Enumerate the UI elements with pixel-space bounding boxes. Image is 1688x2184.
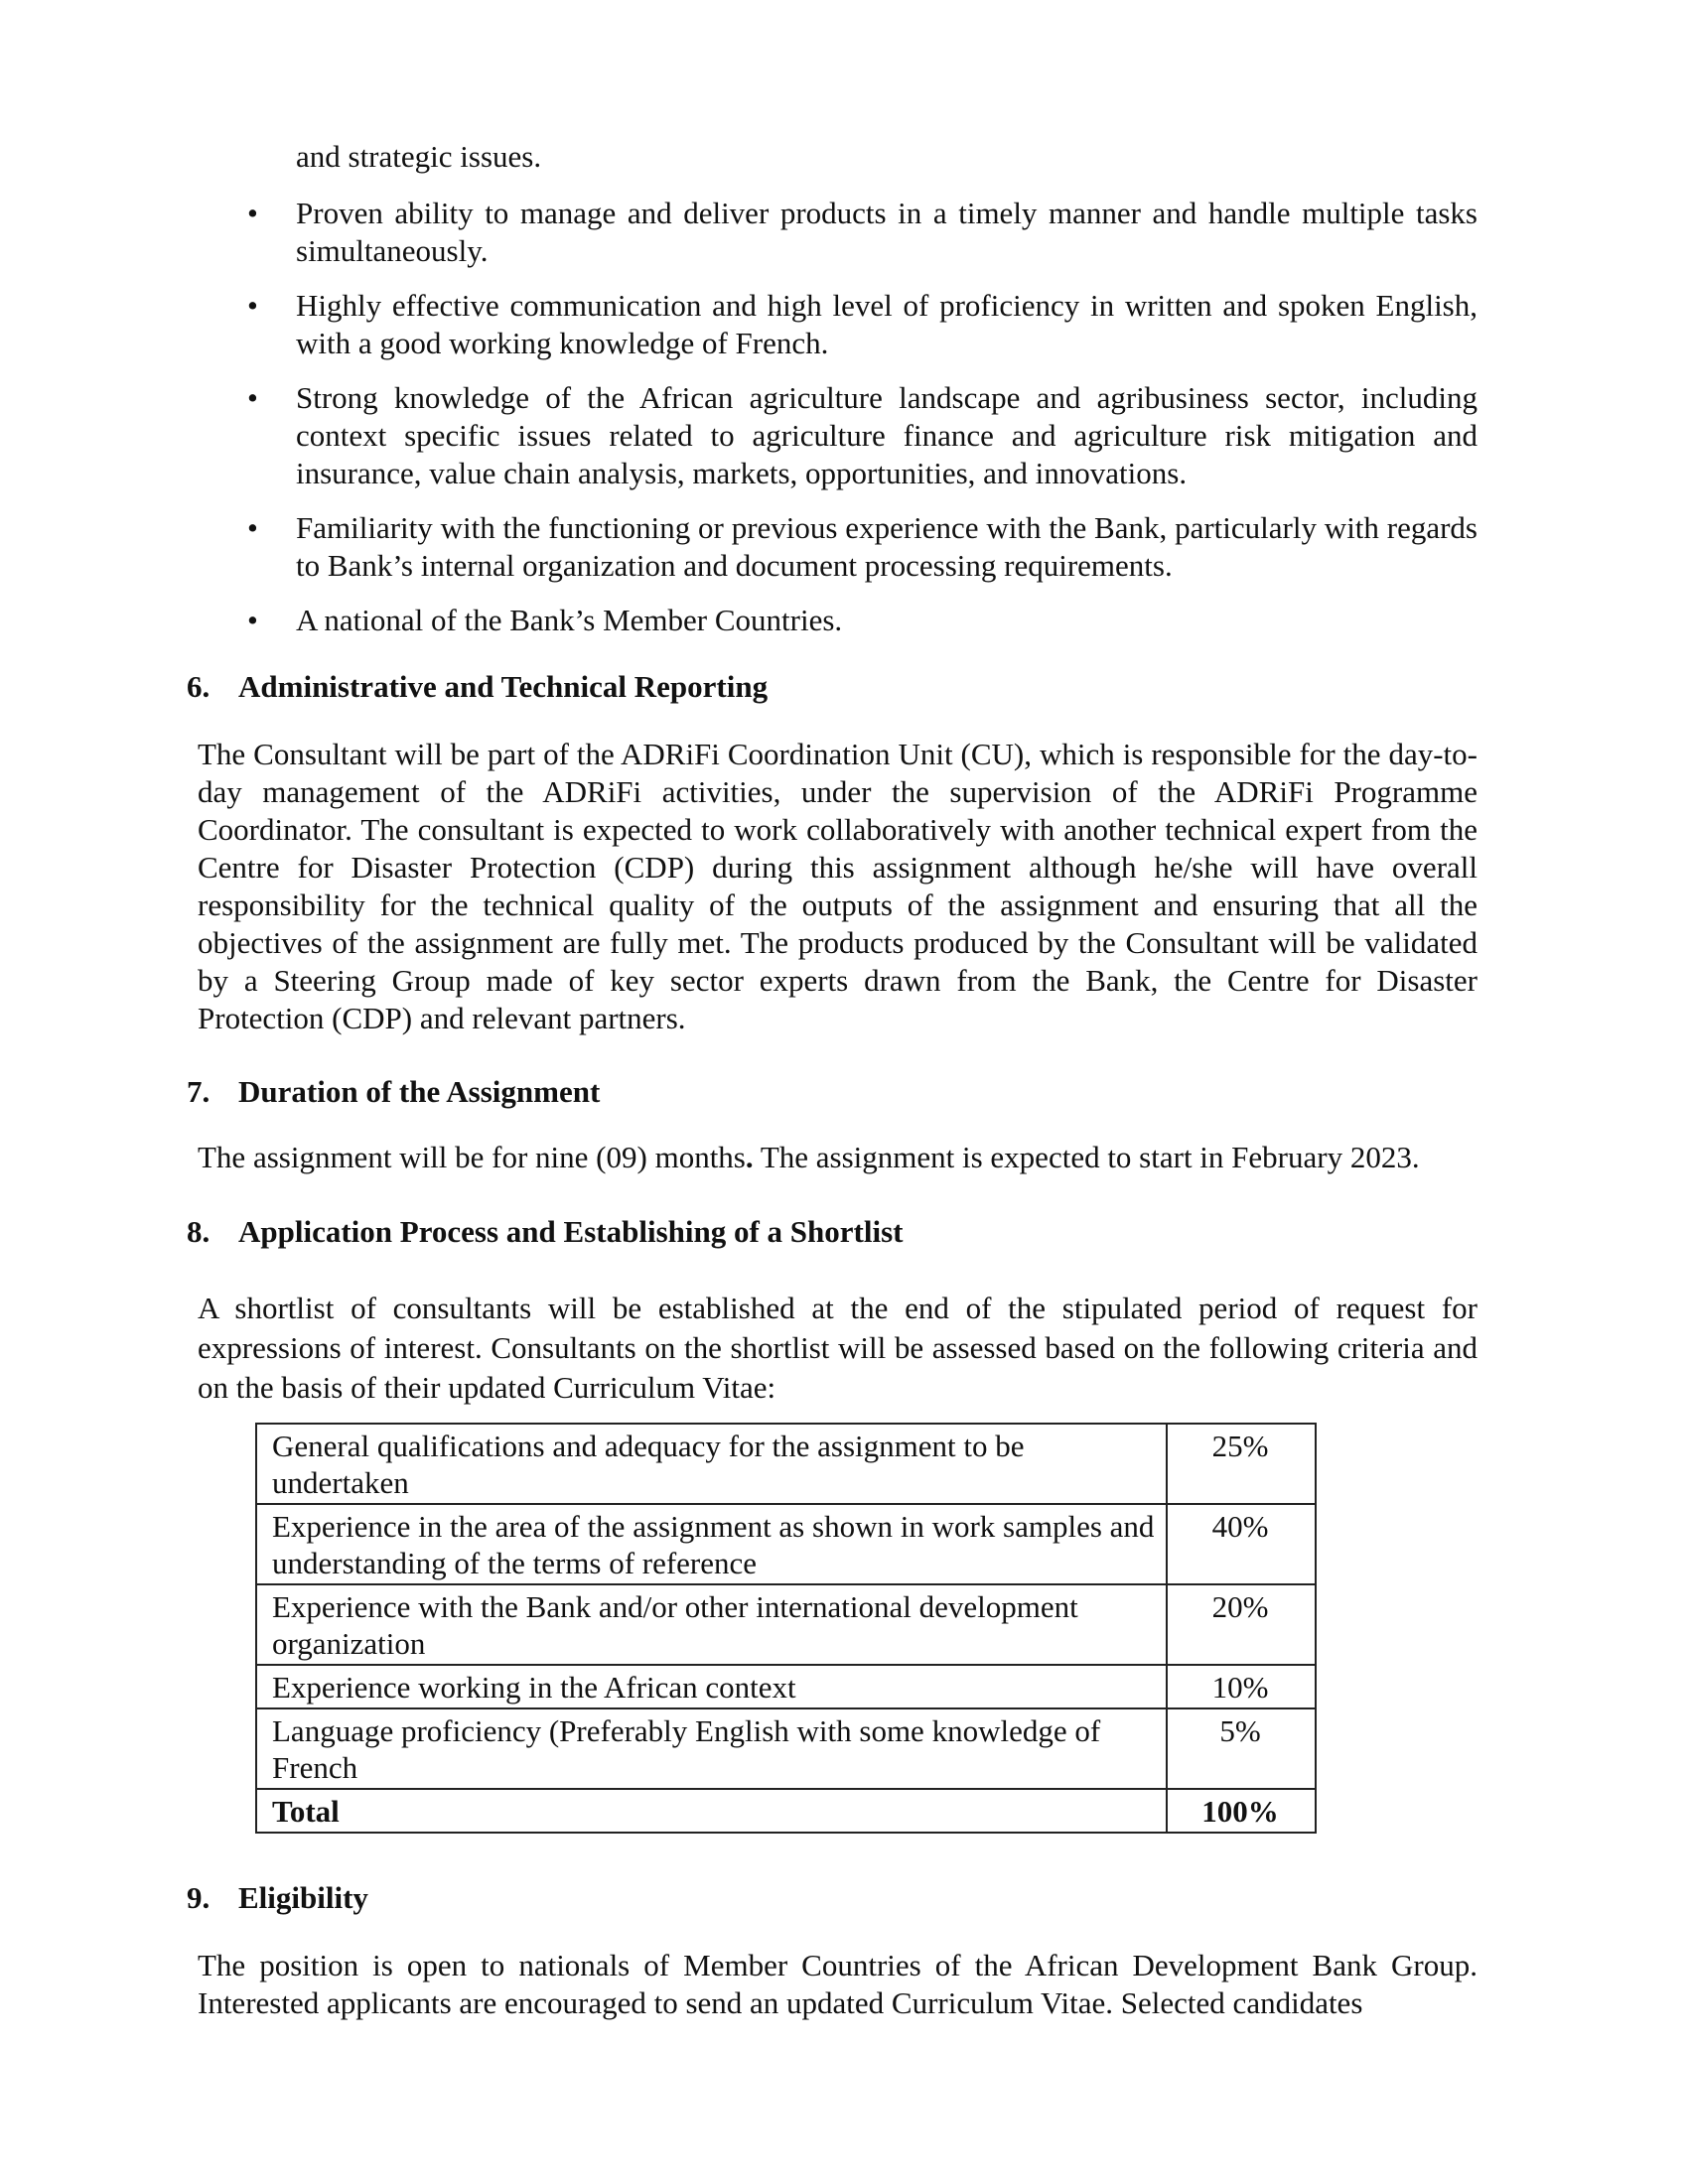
section-9-text: The position is open to nationals of Member Countries of the African Development Bank Group. Interested applicants are encouraged to send an updated Curriculum Vitae. Selected candidates — [198, 1948, 1477, 2020]
section-9-heading: 9. Eligibility — [187, 1880, 368, 1915]
section-7-text: The assignment will be for nine (09) months. The assignment is expected to start in February 2023. — [198, 1140, 1420, 1174]
table-row — [256, 1665, 1316, 1708]
criterion-weight: 40% — [1167, 1504, 1316, 1584]
criterion-label: Experience in the area of the assignment as shown in work samples and understanding of the terms of reference — [256, 1504, 1167, 1584]
criterion-label: Experience working in the African context — [256, 1665, 1167, 1708]
criterion-weight: 10% — [1167, 1665, 1316, 1708]
criterion-label: Experience with the Bank and/or other international development organization — [256, 1584, 1167, 1665]
total-label: Total — [256, 1789, 1167, 1833]
table-row — [256, 1584, 1316, 1665]
criterion-label: Language proficiency (Preferably English with some knowledge of French — [256, 1708, 1167, 1789]
section-6-text: The Consultant will be part of the ADRiFi Coordination Unit (CU), which is responsible for the day-to-day management of the ADRiFi activities, under the supervision of the ADRiFi Programme Coordinator. The consultant is expected to work collaboratively with another technical expert from the Centre for Disaster Protection (CDP) during this assignment although he/she will have overall responsibility for the technical quality of the outputs of the assignment and ensuring that all the objectives of the assignment are fully met. The products produced by the Consultant will be validated by a Steering Group made of key sector experts drawn from the Bank, the Centre for Disaster Protection (CDP) and relevant partners. — [198, 737, 1477, 1035]
bullet-icon: • — [247, 380, 258, 415]
bullet-icon: • — [247, 288, 258, 323]
list-item: • Familiarity with the functioning or previous experience with the Bank, particularly with regards to Bank’s internal organization and document processing requirements. — [247, 510, 1477, 583]
section-8-heading: 8. Application Process and Establishing of a Shortlist — [187, 1214, 904, 1249]
list-item: • A national of the Bank’s Member Countries. — [247, 603, 843, 637]
section-7-heading: 7. Duration of the Assignment — [187, 1074, 601, 1109]
list-item: • Highly effective communication and high level of proficiency in written and spoken English, with a good working knowledge of French. — [247, 288, 1477, 360]
bullet-icon: • — [247, 603, 258, 637]
table-row — [256, 1424, 1316, 1504]
table-row — [256, 1504, 1316, 1584]
list-item: • Proven ability to manage and deliver products in a timely manner and handle multiple tasks simultaneously. — [247, 196, 1477, 268]
table-total-row — [256, 1789, 1316, 1833]
criterion-weight: 20% — [1167, 1584, 1316, 1665]
section-6-heading: 6. Administrative and Technical Reporting — [187, 669, 769, 704]
continuation-text: and strategic issues. — [296, 139, 542, 174]
criterion-weight: 5% — [1167, 1708, 1316, 1789]
criterion-weight: 25% — [1167, 1424, 1316, 1504]
section-8-text: A shortlist of consultants will be established at the end of the stipulated period of request for expressions of interest. Consultants on the shortlist will be assessed based on the following criteria and on the basis of their updated Curriculum Vitae: — [198, 1291, 1477, 1405]
table-row — [256, 1708, 1316, 1789]
bullet-icon: • — [247, 196, 258, 230]
criterion-label: General qualifications and adequacy for the assignment to be undertaken — [256, 1424, 1167, 1504]
total-weight: 100% — [1167, 1789, 1316, 1833]
evaluation-criteria-table — [255, 1423, 1317, 1834]
list-item: • Strong knowledge of the African agriculture landscape and agribusiness sector, including context specific issues related to agriculture finance and agriculture risk mitigation and insurance, value chain analysis, markets, opportunities, and innovations. — [247, 380, 1477, 490]
qualifications-list — [0, 195, 1688, 656]
bullet-icon: • — [247, 510, 258, 545]
